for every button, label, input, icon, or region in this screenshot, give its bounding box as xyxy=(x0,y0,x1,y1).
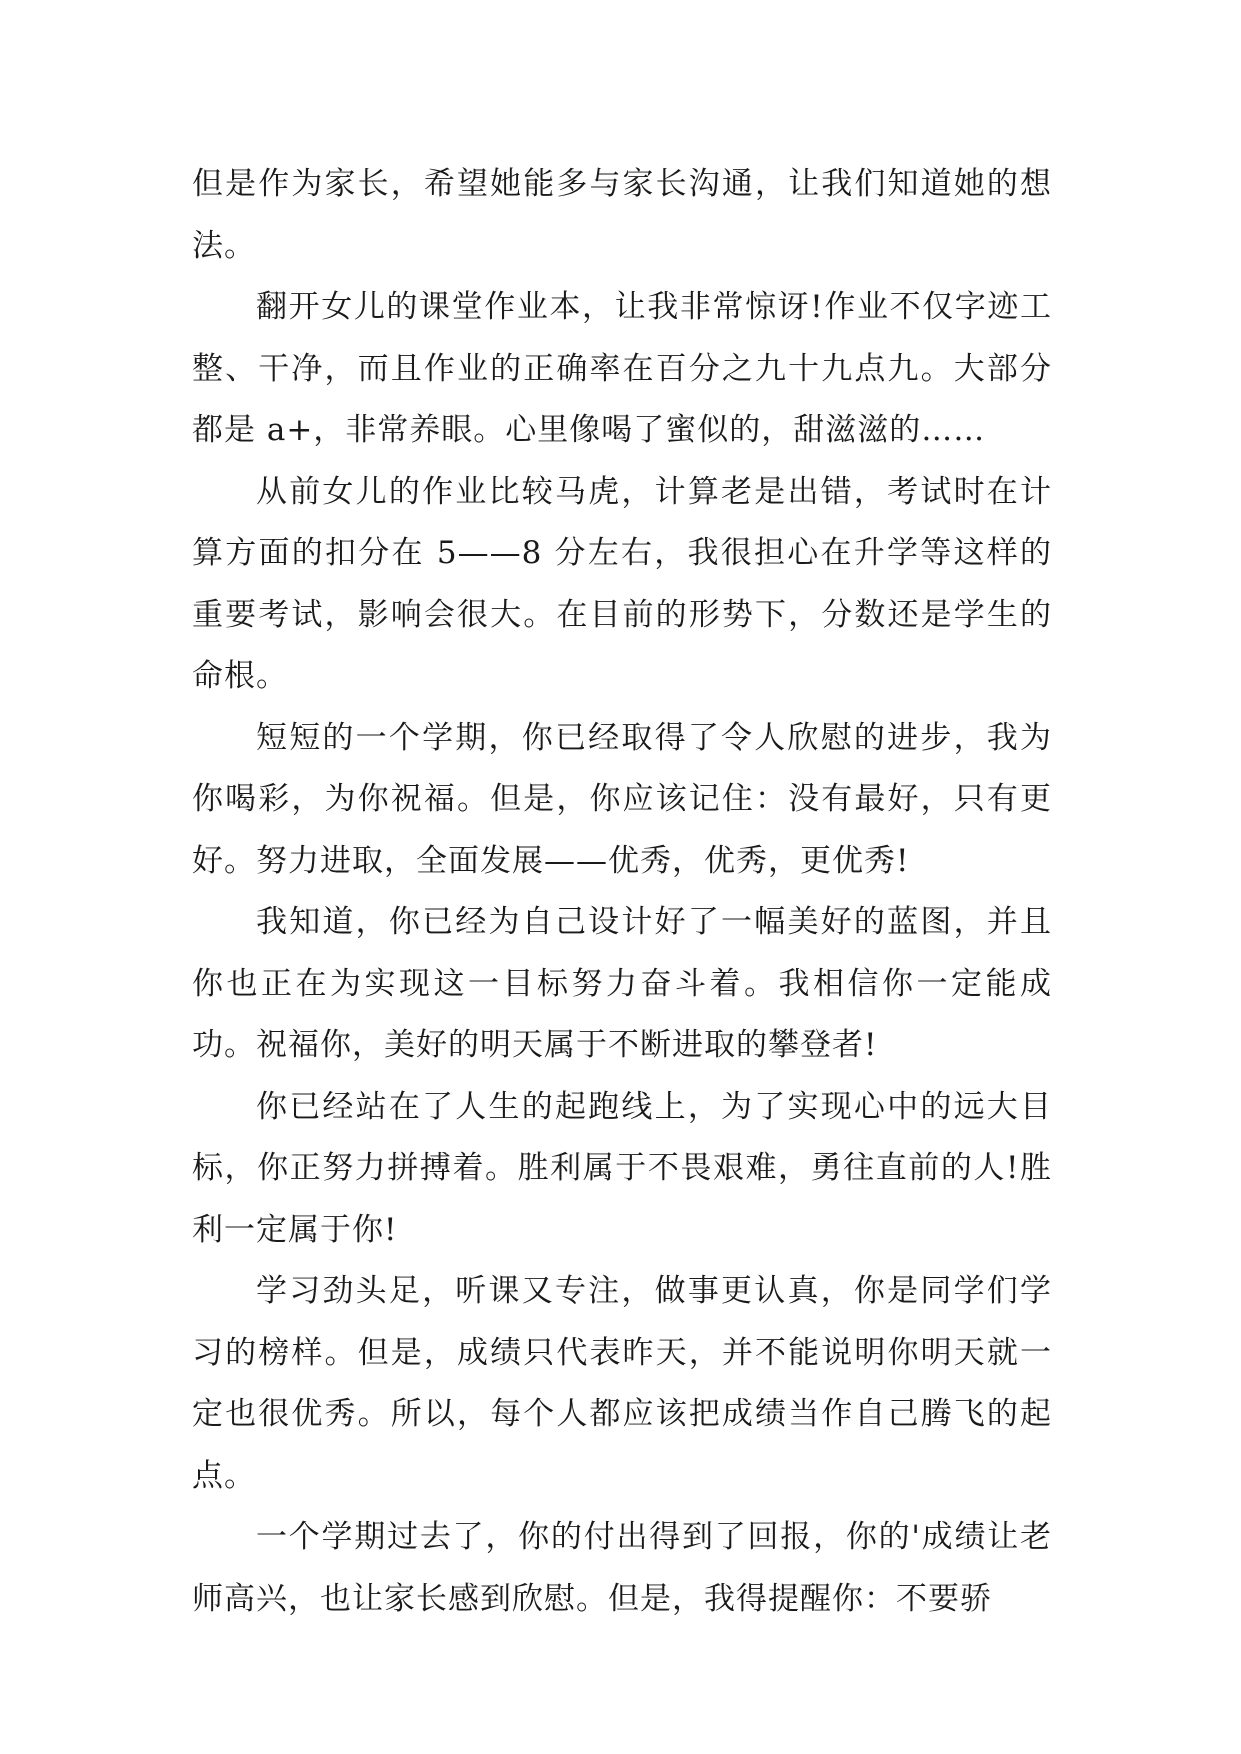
paragraph-7: 学习劲头足，听课又专注，做事更认真，你是同学们学习的榜样。但是，成绩只代表昨天，并不能说明你明天就一定也很优秀。所以，每个人都应该把成绩当作自己腾飞的起点。 xyxy=(192,1273,1052,1494)
paragraph-8: 一个学期过去了，你的付出得到了回报，你的'成绩让老师高兴，也让家长感到欣慰。但是，我得提醒你：不要骄 xyxy=(192,1519,1052,1617)
paragraph-6: 你已经站在了人生的起跑线上，为了实现心中的远大目标，你正努力拼搏着。胜利属于不畏艰难，勇往直前的人!胜利一定属于你! xyxy=(192,1088,1052,1248)
document-page xyxy=(192,154,1052,1630)
paragraph-2: 翻开女儿的课堂作业本，让我非常惊讶!作业不仅字迹工整、干净，而且作业的正确率在百分之九十九点九。大部分都是 a+，非常养眼。心里像喝了蜜似的，甜滋滋的…… xyxy=(192,289,1052,448)
paragraph-1: 但是作为家长，希望她能多与家长沟通，让我们知道她的想法。 xyxy=(192,166,1052,264)
paragraph-4: 短短的一个学期，你已经取得了令人欣慰的进步，我为你喝彩，为你祝福。但是，你应该记住：没有最好，只有更好。努力进取，全面发展——优秀，优秀，更优秀! xyxy=(192,719,1052,879)
paragraph-5: 我知道，你已经为自己设计好了一幅美好的蓝图，并且你也正在为实现这一目标努力奋斗着。我相信你一定能成功。祝福你，美好的明天属于不断进取的攀登者! xyxy=(192,904,1052,1063)
paragraph-3: 从前女儿的作业比较马虎，计算老是出错，考试时在计算方面的扣分在 5——8 分左右，我很担心在升学等这样的重要考试，影响会很大。在目前的形势下，分数还是学生的命根。 xyxy=(192,473,1052,694)
